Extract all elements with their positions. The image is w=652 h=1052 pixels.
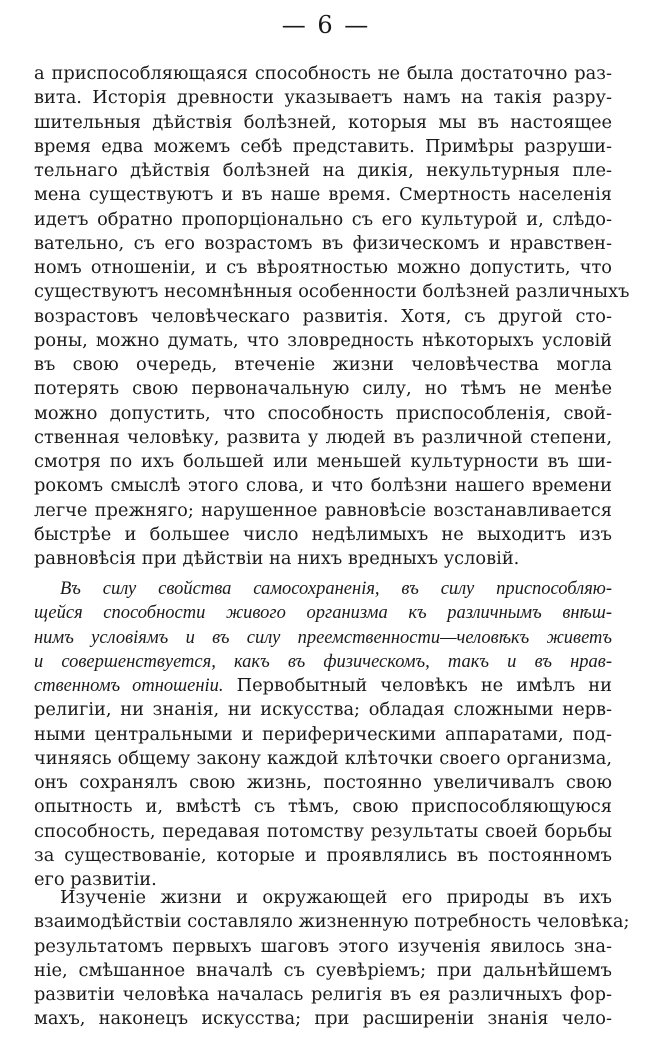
text-line: ственная человѣку, развита у людей въ различной степени, [34, 426, 612, 448]
text-line: возрастовъ человѣческаго развитія. Хотя, съ другой сто- [34, 305, 612, 327]
italic-text: Въ силу свойства самосохраненія, въ силу приспособляю- [60, 579, 612, 599]
text-line: способность, передавая потомству результаты своей борьбы [34, 820, 612, 842]
text-line: развитіи человѣка началась религія въ ея различныхъ фор- [34, 984, 612, 1005]
text-line: результатомъ первыхъ шаговъ этого изученія явилось зна- [34, 935, 612, 957]
text-line: за существованіе, которые и проявлялись въ постоянномъ [34, 844, 612, 866]
text-line: взаимодѣйствіи составляло жизненную потребность человѣка; [34, 911, 630, 933]
text-line: существуютъ несомнѣнныя особенности болѣзней различныхъ [34, 281, 630, 303]
text-line: а приспособляющаяся способность не была достаточно раз- [34, 63, 612, 84]
paragraph-1 [34, 62, 630, 571]
text-line: чиняясь общему закону каждой клѣточки своего организма, [34, 747, 612, 769]
text-line: опытность и, вмѣстѣ съ тѣмъ, свою приспособляющуюся [34, 796, 612, 818]
text-line: мена существуютъ и въ наше время. Смертность населенія [34, 184, 612, 206]
italic-text: ственномъ отношеніи. [34, 676, 224, 696]
italic-text: нимъ условіямъ и въ силу преемственности—человѣкъ живетъ [34, 627, 612, 648]
text-line: вита. Исторія древности указываетъ намъ на такія разру- [34, 87, 612, 109]
text-line: ніе, смѣшанное вначалѣ съ суевѣріемъ; при дальнѣйшемъ [34, 959, 612, 981]
text-line: быстрѣе и большее число недѣлимыхъ не выходитъ изъ [34, 523, 612, 545]
text-line: идетъ обратно пропорціонально съ его культурой и, слѣдо- [34, 208, 612, 230]
text-line: равновѣсія при дѣйствіи на нихъ вредныхъ условій. [34, 548, 520, 569]
text-line: его развитіи. [34, 869, 157, 890]
paragraph-2 [34, 577, 612, 892]
text-line: вательно, съ его возрастомъ въ физическомъ и нравствен- [34, 232, 612, 254]
text-line-mixed [34, 674, 612, 698]
text-line: смотря по ихъ большей или меньшей культурности въ ши- [34, 451, 612, 472]
text-line: религіи, ни знанія, ни искусства; обладая сложными нерв- [34, 699, 612, 721]
text-line: можно допустить, что способность приспособленія, свой- [34, 402, 612, 424]
regular-text: Первобытный человѣкъ не имѣлъ ни [236, 675, 612, 696]
text-line: тельнаго дѣйствія болѣзней на дикія, некультурныя пле- [34, 160, 612, 181]
text-line: легче прежняго; нарушенное равновѣсіе возстанавливается [34, 499, 612, 521]
text-line: махъ, наконецъ искусства; при расширеніи знанія чело- [34, 1008, 612, 1030]
text-line: ными центральными и периферическими аппаратами, под- [34, 723, 612, 745]
italic-text: и совершенствуется, какъ въ физическомъ, такъ и въ нрав- [34, 651, 612, 672]
text-line: онъ сохранялъ свою жизнь, постоянно увеличивалъ свою [34, 772, 612, 793]
text-line: Изученіе жизни и окружающей его природы въ ихъ [60, 887, 612, 908]
page-number: — 6 — [281, 11, 371, 39]
text-line: номъ отношеніи, и съ вѣроятностью можно допустить, что [34, 257, 612, 278]
text-line-italic [34, 626, 612, 650]
text-line: рокомъ смыслѣ этого слова, и что болѣзни нашего времени [34, 475, 612, 497]
text-line: роны, можно думать, что зловредность нѣкоторыхъ условій [34, 329, 612, 351]
text-line-italic [34, 601, 612, 625]
text-line: время едва можемъ себѣ представить. Примѣры разруши- [34, 135, 612, 157]
text-line-italic [34, 577, 612, 601]
text-line: въ свою очередь, втеченіе жизни человѣчества могла [34, 354, 612, 375]
italic-text: щейся способности живого организма къ различнымъ внѣш- [34, 603, 612, 624]
text-line: шительныя дѣйствія болѣзней, которыя мы въ настоящее [34, 111, 612, 133]
paragraph-3 [34, 886, 630, 1032]
text-line: потерять свою первоначальную силу, но тѣмъ не менѣе [34, 378, 612, 400]
text-line-italic [34, 650, 612, 674]
